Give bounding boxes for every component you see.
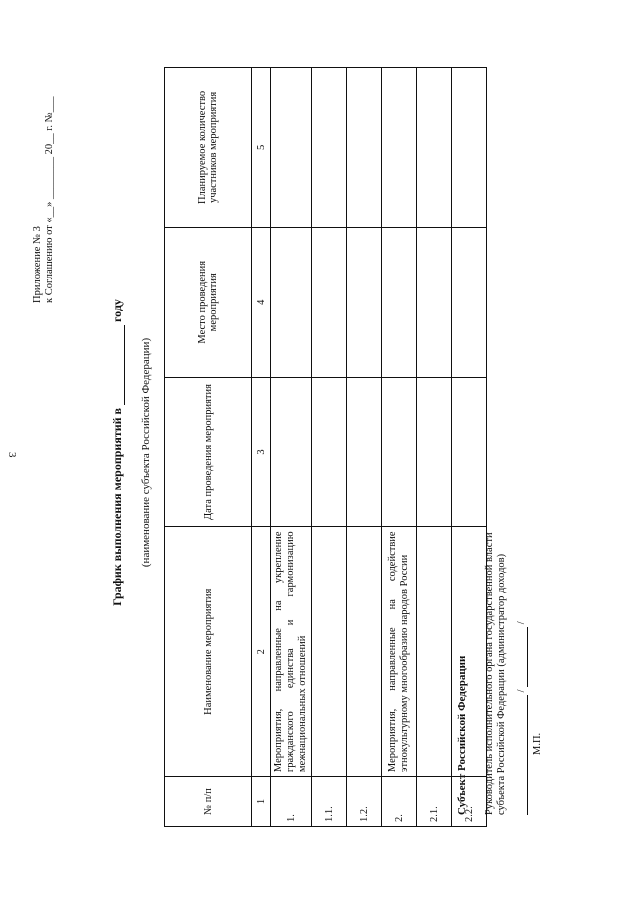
row-number: 1. — [271, 777, 312, 827]
table-row — [271, 68, 312, 827]
table-row — [382, 68, 417, 827]
header-participants: Планируемое количество участников мероприятия — [165, 68, 252, 228]
year-blank — [112, 325, 125, 405]
appendix-note — [32, 13, 56, 303]
row-name: Мероприятия, направленные на укрепление гражданского единства и гармонизацию межнациональных отношений — [271, 527, 312, 777]
row-number: 2.1. — [417, 777, 452, 827]
stamp-place: М.П. — [532, 732, 543, 755]
title-text: График выполнения мероприятий в — [110, 407, 124, 606]
row-place — [382, 227, 417, 377]
appendix-line-1: Приложение № 3 — [32, 226, 43, 303]
row-date — [417, 377, 452, 527]
row-date — [271, 377, 312, 527]
page-number: 3 — [6, 452, 18, 458]
row-number: 2. — [382, 777, 417, 827]
row-name — [347, 527, 382, 777]
row-name: Мероприятия, направленные на содействие этнокультурному многообразию народов России — [382, 527, 417, 777]
name-blank — [516, 627, 528, 687]
table-index-row — [252, 68, 271, 827]
signature-line-1: Руководитель исполнительного органа государственной власти — [484, 532, 495, 815]
row-participants — [312, 68, 347, 228]
row-participants — [417, 68, 452, 228]
row-number: 1.2. — [347, 777, 382, 827]
subject-note: (наименование субъекта Российской Федерации) — [140, 337, 152, 568]
header-date: Дата проведения мероприятия — [165, 377, 252, 527]
schedule-table — [164, 67, 487, 827]
index-cell: 1 — [252, 777, 271, 827]
index-cell: 2 — [252, 527, 271, 777]
header-place: Место проведения мероприятия — [165, 227, 252, 377]
row-participants — [452, 68, 487, 228]
appendix-line-2: к Соглашению от «__» ________ 20__ г. №___ — [44, 96, 55, 303]
signature-separator: / — [516, 689, 527, 693]
signature-separator-end: / — [516, 621, 527, 625]
signature-blank — [516, 695, 528, 815]
index-cell: 4 — [252, 227, 271, 377]
row-number: 1.1. — [312, 777, 347, 827]
row-participants — [382, 68, 417, 228]
row-date — [312, 377, 347, 527]
document-title — [110, 0, 125, 905]
row-place — [452, 227, 487, 377]
table-row — [347, 68, 382, 827]
row-participants — [347, 68, 382, 228]
row-participants — [271, 68, 312, 228]
header-name: Наименование мероприятия — [165, 527, 252, 777]
signature-position — [484, 532, 508, 815]
table-row — [417, 68, 452, 827]
row-date — [347, 377, 382, 527]
table-header-row — [165, 68, 252, 827]
row-date — [452, 377, 487, 527]
table-row — [312, 68, 347, 827]
row-number: 2.2. — [452, 777, 487, 827]
signature-title: Субъект Российской Федерации — [456, 655, 468, 815]
row-place — [271, 227, 312, 377]
row-name — [417, 527, 452, 777]
signature-line-2: субъекта Российской Федерации (администратор доходов) — [496, 553, 507, 815]
title-suffix: году — [110, 299, 124, 322]
row-place — [312, 227, 347, 377]
index-cell: 5 — [252, 68, 271, 228]
row-date — [382, 377, 417, 527]
row-place — [417, 227, 452, 377]
header-num: № п/п — [165, 777, 252, 827]
signature-blanks — [516, 621, 528, 815]
row-name — [312, 527, 347, 777]
row-place — [347, 227, 382, 377]
index-cell: 3 — [252, 377, 271, 527]
